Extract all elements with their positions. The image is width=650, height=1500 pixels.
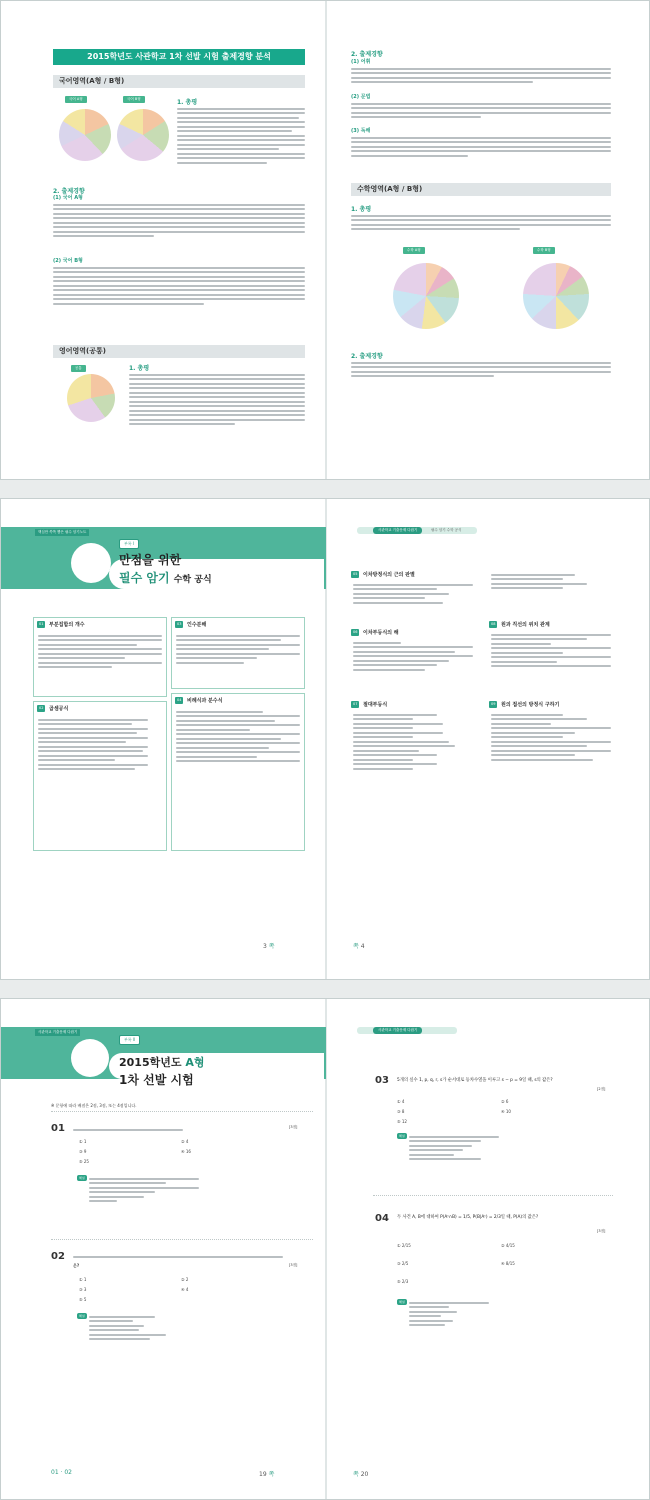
right-header-sub: 필수 암기 수학 공식 <box>431 528 462 532</box>
problem-01-question <box>73 1126 183 1133</box>
problem-number: 01 <box>51 1123 65 1134</box>
box-title: 절대부등식 <box>363 702 388 708</box>
choice[interactable]: ③ 8 <box>397 1109 405 1114</box>
mascot-bubble <box>71 1039 109 1077</box>
right-sub-2-2: (2) 문법 <box>351 94 371 100</box>
korean-sub-2-1: (1) 국어 A형 <box>53 195 83 201</box>
korean-sub-1: 1. 총평 <box>177 99 198 106</box>
page-number-prefix: 쪽 <box>353 1471 359 1478</box>
english-summary-text <box>129 371 305 428</box>
choice[interactable]: ② 4 <box>181 1139 189 1144</box>
page-number-left <box>263 941 275 950</box>
korean-sub-2-2: (2) 국어 B형 <box>53 258 83 264</box>
problem-04-question: 두 사건 A, B에 대하여 P(Aᶜ∩B) = 1/5, P(B|Aᶜ) = 2/3일 때, P(A)의 값은? <box>397 1215 539 1220</box>
page-number-prefix: 쪽 <box>353 943 359 950</box>
page-number-value: 3 <box>263 943 267 950</box>
formula-box-08 <box>489 619 623 695</box>
choice[interactable]: ④ 8/15 <box>501 1261 515 1266</box>
choice[interactable]: ③ 3 <box>79 1287 87 1292</box>
choice[interactable]: ⑤ 25 <box>79 1159 89 1164</box>
choice[interactable]: ① 2/15 <box>397 1243 411 1248</box>
score-note: ※ 문항에 따라 배점은 2점, 3점, 또는 4점입니다. <box>51 1103 137 1108</box>
formula-box-03 <box>171 617 305 689</box>
spread-exam <box>0 998 650 1500</box>
formula-box-06 <box>351 627 485 697</box>
vocab-text <box>351 65 611 86</box>
box-number: 09 <box>491 702 496 706</box>
box-number: 01 <box>39 622 44 626</box>
choice[interactable]: ③ 9 <box>79 1149 87 1154</box>
left-title-tail: 수학 공식 <box>173 575 212 585</box>
solution-tag: 해설 <box>79 1314 85 1318</box>
problem-02-question-tail: 은? <box>73 1263 80 1268</box>
spread-analysis <box>0 0 650 480</box>
problem-04-solution <box>409 1299 489 1329</box>
exam-year: 2015학년도 <box>119 1056 182 1069</box>
left-title-line1: 만점을 위한 <box>119 553 182 567</box>
section-english: 영어영역(공통) <box>53 345 305 358</box>
box-title: 이차부등식의 해 <box>363 630 399 636</box>
choice[interactable]: ⑤ 12 <box>397 1119 407 1124</box>
box-number: 02 <box>39 706 44 710</box>
box-title: 인수분해 <box>187 622 207 628</box>
problem-02-solution <box>89 1313 199 1343</box>
left-title-line2 <box>119 569 212 586</box>
reading-text <box>351 134 611 159</box>
right-sub-2: 2. 출제경향 <box>351 51 383 58</box>
box-number: 05 <box>353 572 358 576</box>
box-title: 부분집합의 개수 <box>49 622 85 628</box>
box-number: 03 <box>177 622 182 626</box>
box-title: 이차방정식의 근의 판별 <box>363 572 415 578</box>
divider <box>373 1195 613 1196</box>
problem-score: [3점] <box>289 1263 298 1267</box>
korean-summary-text <box>177 105 305 166</box>
box-title: 곱셈공식 <box>49 706 69 712</box>
exam-title-line1 <box>119 1054 204 1070</box>
korean-sub-2: 2. 출제경향 <box>53 188 85 195</box>
pie-b-label: 국어 B형 <box>123 96 145 103</box>
problem-02-question <box>73 1253 283 1260</box>
page-number-right <box>353 1469 368 1478</box>
math-b-label: 수학 B형 <box>533 247 555 254</box>
grammar-text <box>351 100 611 121</box>
page-number-suffix: 쪽 <box>268 943 275 950</box>
section-math: 수학영역(A형 / B형) <box>351 183 611 196</box>
page-number-right <box>353 941 365 950</box>
choice[interactable]: ① 1 <box>79 1277 87 1282</box>
choice[interactable]: ④ 16 <box>181 1149 191 1154</box>
page-number-value: 19 <box>259 1471 267 1478</box>
box-number: 08 <box>491 622 496 626</box>
choice[interactable]: ① 1 <box>79 1139 87 1144</box>
left-title-highlight: 필수 암기 <box>119 571 170 585</box>
right-header-pill: 사관학교 기출문제 다잡기 <box>373 527 422 534</box>
choice[interactable]: ② 2 <box>181 1277 189 1282</box>
right-sub-2-1: (1) 어휘 <box>351 59 371 65</box>
formula-box-09 <box>489 699 623 799</box>
choice[interactable]: ② 6 <box>501 1099 509 1104</box>
solution-tag: 해설 <box>79 1176 85 1180</box>
page-number-value: 4 <box>360 943 365 950</box>
formula-box-02 <box>33 701 167 851</box>
right-header-pill: 사관학교 기출문제 다잡기 <box>373 1027 422 1034</box>
right-col-top-text <box>491 571 611 592</box>
math-b-pie <box>523 263 589 329</box>
formula-box-04 <box>171 693 305 851</box>
analysis-title: 2015학년도 사관학교 1차 선발 시험 출제경향 분석 <box>53 49 305 65</box>
problem-01-solution <box>89 1175 199 1205</box>
appendix-badge: 부록 Ⅱ <box>119 1035 140 1045</box>
solution-tag: 해설 <box>399 1300 405 1304</box>
problem-score: [3점] <box>597 1229 606 1233</box>
problem-score: [3점] <box>289 1125 298 1129</box>
math-sub-2: 2. 출제경향 <box>351 353 383 360</box>
choice[interactable]: ⑤ 2/3 <box>397 1279 409 1284</box>
english-pie <box>67 374 115 422</box>
page-number-value: 20 <box>360 1471 369 1478</box>
korean-a-pie <box>59 109 111 161</box>
page-tabs: 01 · 02 <box>51 1469 72 1476</box>
page-gutter <box>325 1 327 479</box>
english-chip: 공통 <box>71 365 86 372</box>
choice[interactable]: ③ 2/5 <box>397 1261 409 1266</box>
exam-type: A형 <box>185 1056 205 1069</box>
page-number-suffix: 쪽 <box>268 1471 275 1478</box>
divider <box>51 1111 313 1112</box>
box-number: 04 <box>177 698 182 702</box>
math-a-label: 수학 A형 <box>403 247 425 254</box>
choice[interactable]: ⑤ 5 <box>79 1297 87 1302</box>
mascot-bubble <box>71 543 111 583</box>
box-number: 06 <box>353 630 358 634</box>
korean-a-text <box>53 201 305 240</box>
exam-title-line2: 1차 선발 시험 <box>119 1073 194 1087</box>
choice[interactable]: ① 4 <box>397 1099 405 1104</box>
box-title: 비례식과 분수식 <box>187 698 223 704</box>
formula-box-05 <box>351 569 485 625</box>
math-sub-1: 1. 총평 <box>351 206 372 213</box>
math-trend-text <box>351 359 611 380</box>
problem-number: 03 <box>375 1075 389 1086</box>
korean-b-pie <box>117 109 169 161</box>
problem-03-question: 5개의 실수 1, p, q, r, s가 순서대로 등차수열을 이루고 s − p = 9일 때, s의 값은? <box>397 1078 553 1083</box>
problem-number: 04 <box>375 1213 389 1224</box>
math-a-pie <box>393 263 459 329</box>
choice[interactable]: ④ 10 <box>501 1109 511 1114</box>
choice[interactable]: ② 4/15 <box>501 1243 515 1248</box>
left-ribbon-label: 사관학교 기출문제 다잡기 <box>35 1029 80 1036</box>
box-title: 원의 접선의 방정식 구하기 <box>501 702 560 708</box>
box-title: 원과 직선의 위치 관계 <box>501 622 550 628</box>
appendix-badge: 부록 Ⅰ <box>119 539 139 549</box>
right-sub-2-3: (3) 독해 <box>351 128 371 134</box>
page-number-left <box>259 1469 274 1478</box>
problem-score: [2점] <box>597 1087 606 1091</box>
section-korean: 국어영역(A형 / B형) <box>53 75 305 88</box>
pie-a-label: 국어 A형 <box>65 96 87 103</box>
formula-box-01 <box>33 617 167 697</box>
math-summary-text <box>351 212 611 233</box>
choice[interactable]: ④ 4 <box>181 1287 189 1292</box>
left-ribbon-label: 핵심만 쏙쏙 뽑은 필수 암기노트 <box>35 529 89 536</box>
problem-03-solution <box>409 1133 499 1163</box>
page-footer-left <box>51 1469 72 1476</box>
solution-tag: 해설 <box>399 1134 405 1138</box>
korean-b-text <box>53 264 305 307</box>
box-number: 07 <box>353 702 358 706</box>
english-sub-1: 1. 총평 <box>129 365 150 372</box>
problem-number: 02 <box>51 1251 65 1262</box>
divider <box>51 1239 313 1240</box>
formula-box-07 <box>351 699 485 819</box>
spread-formulas <box>0 498 650 980</box>
